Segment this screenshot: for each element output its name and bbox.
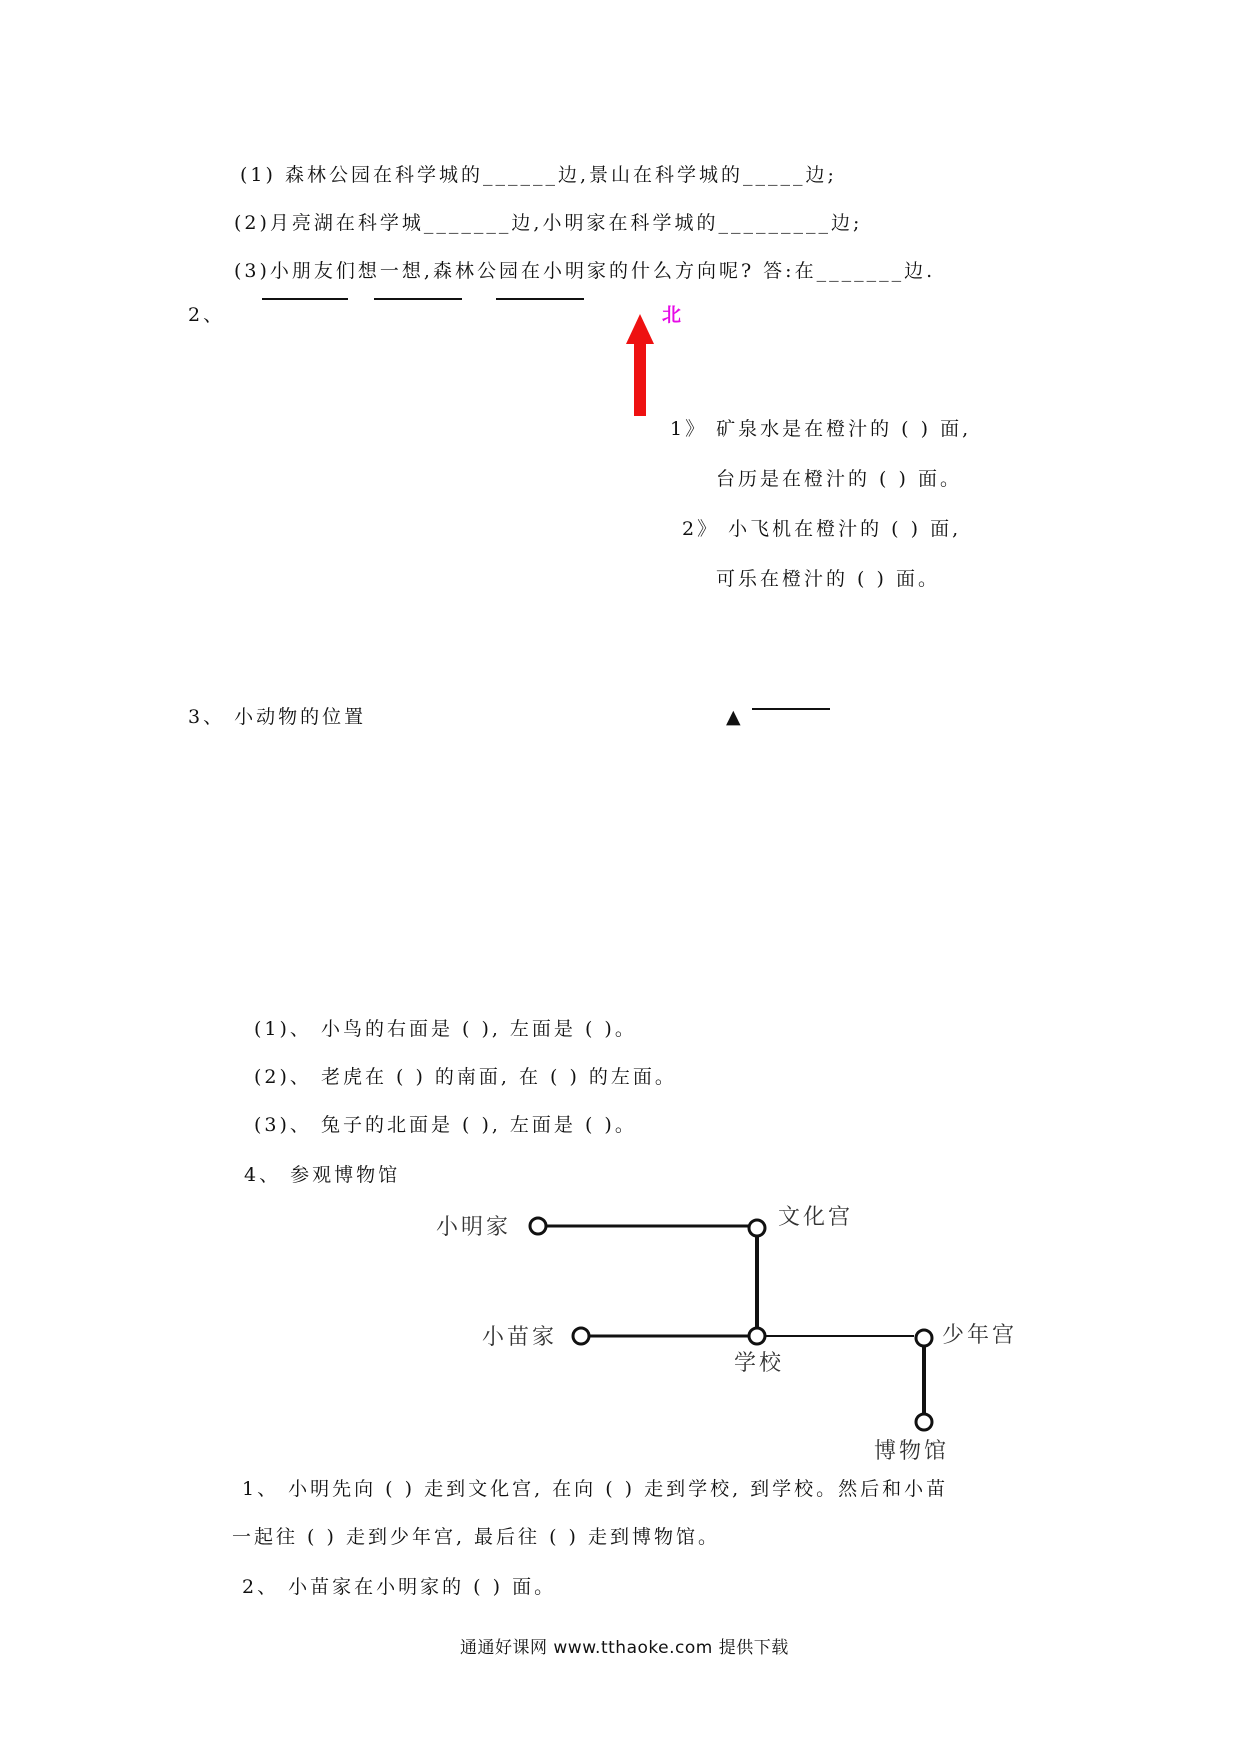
xiaomiao-home-node-icon [573,1328,589,1344]
s4-question-1a: 1、 小明先向 ( ) 走到文化宫, 在向 ( ) 走到学校, 到学校。然后和小苗 [242,1478,949,1500]
s3-title: 3、 小动物的位置 [188,706,367,728]
s4-question-2: 2、 小苗家在小明家的 ( ) 面。 [242,1576,557,1598]
s3-question-2: (2)、 老虎在 ( ) 的南面, 在 ( ) 的左面。 [254,1066,677,1088]
answer-line-1 [262,298,348,300]
youth-palace-node-icon [916,1330,932,1346]
label-youth-palace: 少年宫 [942,1323,1018,1348]
s3-question-3: (3)、 兔子的北面是 ( ), 左面是 ( )。 [254,1114,637,1136]
school-node-icon [749,1328,765,1344]
label-xiaoming-home: 小明家 [436,1215,512,1240]
triangle-marker-icon: ▲ [726,706,744,728]
page-footer: 通通好课网 www.tthaoke.com 提供下载 [460,1638,789,1658]
marker-answer-line [752,708,830,710]
answer-line-2 [374,298,462,300]
label-museum: 博物馆 [874,1439,950,1464]
s2-question-2b: 可乐在橙汁的 ( ) 面。 [716,568,940,590]
s3-question-1: (1)、 小鸟的右面是 ( ), 左面是 ( )。 [254,1018,637,1040]
s1-question-1: (1) 森林公园在科学城的______边,景山在科学城的_____边; [240,164,837,186]
answer-line-3 [496,298,584,300]
culture-palace-node-icon [749,1220,765,1236]
s2-question-1b: 台历是在橙汁的 ( ) 面。 [716,468,962,490]
museum-route-map [0,1190,1240,1490]
north-label: 北 [662,304,682,326]
s4-title: 4、 参观博物馆 [244,1164,401,1186]
s2-question-1a: 1》 矿泉水是在橙汁的 ( ) 面, [670,418,972,440]
s4-question-1b: 一起往 ( ) 走到少年宫, 最后往 ( ) 走到博物馆。 [232,1526,720,1548]
label-xiaomiao-home: 小苗家 [482,1325,558,1350]
north-arrow-icon [622,312,658,418]
label-culture-palace: 文化宫 [778,1205,854,1230]
s1-question-2: (2)月亮湖在科学城_______边,小明家在科学城的_________边; [234,212,863,234]
xiaoming-home-node-icon [530,1218,546,1234]
s1-question-3: (3)小朋友们想一想,森林公园在小明家的什么方向呢? 答:在_______边. [234,260,936,282]
label-school: 学校 [734,1351,785,1376]
s2-number: 2、 [188,304,226,326]
museum-node-icon [916,1414,932,1430]
s2-question-2a: 2》 小飞机在橙汁的 ( ) 面, [682,518,962,540]
